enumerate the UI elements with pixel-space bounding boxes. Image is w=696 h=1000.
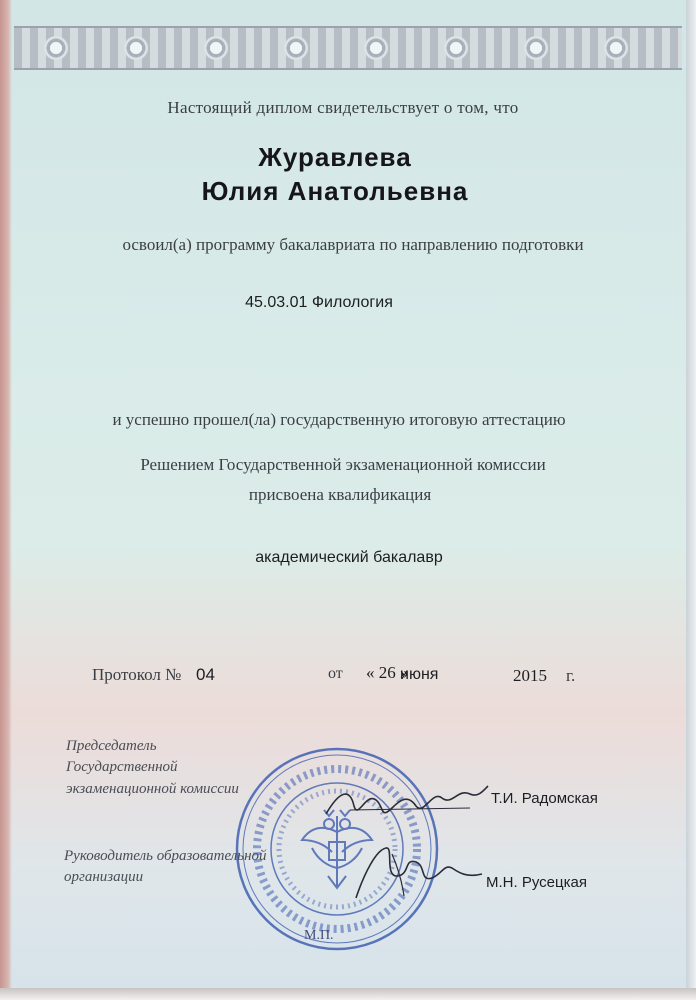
graduate-last-name: Журавлева [258, 142, 412, 172]
chair-title-line2: Государственной [66, 759, 178, 775]
protocol-year: 2015 [513, 666, 547, 685]
border-ornament [44, 36, 68, 60]
chair-signer-name: Т.И. Радомская [491, 790, 598, 807]
stamp-place-label: М.П. [304, 928, 334, 943]
program-code: 45.03.01 Филология [245, 294, 393, 311]
decision-text: Решением Государственной экзаменационной комиссии [140, 455, 546, 474]
protocol-number: 04 [196, 665, 215, 684]
border-ornament [444, 36, 468, 60]
border-ornament [204, 36, 228, 60]
intro-text: Настоящий диплом свидетельствует о том, что [167, 98, 519, 117]
chair-signature-icon [320, 780, 490, 828]
qualification: академический бакалавр [255, 549, 443, 566]
head-signature-icon [346, 838, 486, 904]
border-ornament [524, 36, 548, 60]
mastered-text: освоил(а) программу бакалавриата по направлению подготовки [122, 235, 584, 254]
chair-title-line1: Председатель [66, 738, 157, 754]
graduate-first-names: Юлия Анатольевна [201, 176, 469, 206]
chair-title-line3: экзаменационной комиссии [66, 781, 239, 797]
head-title-line2: организации [64, 869, 144, 885]
assigned-text: присвоена квалификация [248, 485, 432, 504]
head-title-line1: Руководитель образовательной [64, 848, 267, 864]
protocol-year-suffix: г. [566, 666, 576, 685]
protocol-from-label: от [328, 665, 343, 682]
border-ornament [124, 36, 148, 60]
head-signer-name: М.Н. Русецкая [486, 874, 587, 891]
ornamental-border [14, 26, 682, 70]
protocol-label: Протокол № [92, 665, 182, 684]
border-ornament [284, 36, 308, 60]
attestation-text: и успешно прошел(ла) государственную итоговую аттестацию [112, 410, 566, 429]
protocol-day: « 26 » [366, 663, 409, 682]
protocol-month: июня [400, 666, 439, 683]
scan-bottom-edge [0, 988, 696, 1000]
border-ornament [364, 36, 388, 60]
scan-right-edge [686, 0, 696, 1000]
border-ornament [604, 36, 628, 60]
